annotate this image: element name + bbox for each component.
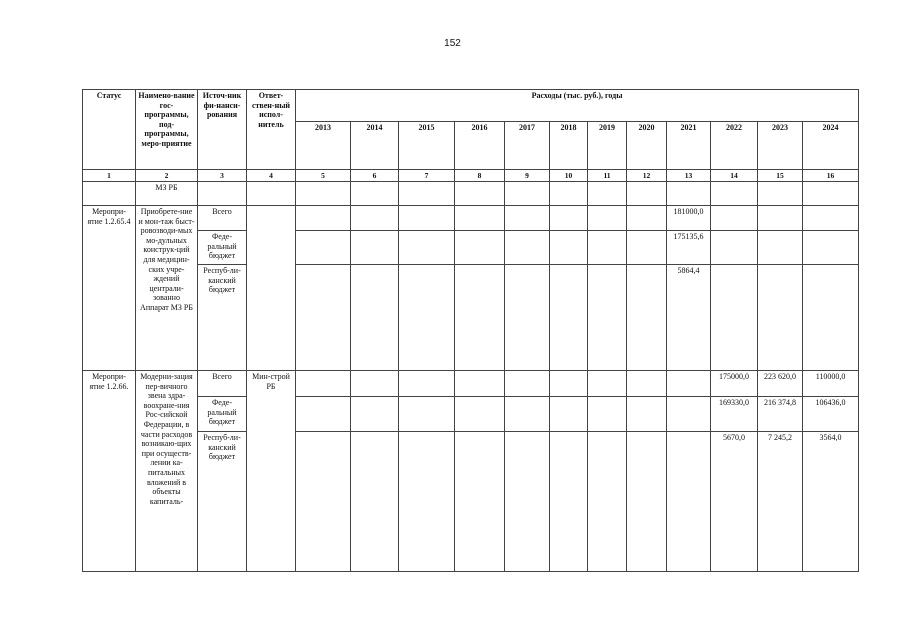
value-cell: [399, 371, 455, 397]
value-cell: [711, 231, 758, 265]
value-cell: 216 374,8: [758, 397, 803, 432]
value-cell: [588, 397, 627, 432]
value-cell: [351, 206, 399, 231]
column-number: 6: [351, 170, 399, 182]
value-cell: [505, 397, 550, 432]
table-row: [83, 397, 859, 432]
value-cell: [627, 231, 667, 265]
value-cell: [455, 206, 505, 231]
value-cell: [711, 265, 758, 371]
table-row: [83, 265, 859, 371]
header-year: 2013: [296, 122, 351, 170]
value-cell: [550, 371, 588, 397]
value-cell: [505, 231, 550, 265]
source-cell: Респуб-ли-канский бюджет: [198, 265, 247, 371]
table-row: [83, 371, 859, 397]
value-cell: 181000,0: [667, 206, 711, 231]
value-cell: [627, 206, 667, 231]
value-cell: 3564,0: [803, 432, 859, 572]
value-cell: [550, 432, 588, 572]
header-year: 2019: [588, 122, 627, 170]
value-cell: 5670,0: [711, 432, 758, 572]
page-number: 152: [444, 38, 461, 49]
value-cell: [803, 206, 859, 231]
column-number: 4: [247, 170, 296, 182]
header-status: Статус: [83, 90, 136, 170]
value-cell: 169330,0: [711, 397, 758, 432]
column-number: 7: [399, 170, 455, 182]
value-cell: [399, 432, 455, 572]
source-cell: Всего: [198, 206, 247, 231]
column-number: 14: [711, 170, 758, 182]
header-year: 2022: [711, 122, 758, 170]
value-cell: [455, 432, 505, 572]
value-cell: [627, 371, 667, 397]
header-executor: Ответ-ствен-ный испол-нитель: [247, 90, 296, 170]
table-body: [83, 182, 859, 572]
value-cell: [296, 265, 351, 371]
value-cell: [711, 206, 758, 231]
value-cell: [399, 231, 455, 265]
column-number: 13: [667, 170, 711, 182]
value-cell: [351, 265, 399, 371]
continuation-status-cell: [83, 182, 136, 206]
column-number: 16: [803, 170, 859, 182]
executor-cell: [247, 206, 296, 371]
value-cell: [550, 206, 588, 231]
header-year: 2017: [505, 122, 550, 170]
expenses-table: [82, 89, 859, 572]
value-cell: 110000,0: [803, 371, 859, 397]
column-number: 5: [296, 170, 351, 182]
header-year: 2014: [351, 122, 399, 170]
event-status-cell: Меропри-ятие 1.2.65.4: [83, 206, 136, 371]
source-cell: Феде-ральный бюджет: [198, 231, 247, 265]
value-cell: [758, 231, 803, 265]
value-cell: [627, 265, 667, 371]
header-year: 2021: [667, 122, 711, 170]
column-number-row: [83, 170, 859, 182]
column-number: 1: [83, 170, 136, 182]
value-cell: [667, 432, 711, 572]
column-number: 15: [758, 170, 803, 182]
continuation-executor-cell: [247, 182, 296, 206]
value-cell: [588, 206, 627, 231]
continuation-row: [83, 182, 859, 206]
table-header: [83, 90, 859, 182]
header-year: 2016: [455, 122, 505, 170]
table-row: [83, 432, 859, 572]
value-cell: 175135,6: [667, 231, 711, 265]
value-cell: [455, 231, 505, 265]
event-status-cell: Меропри-ятие 1.2.66.: [83, 371, 136, 572]
executor-cell: Мин-строй РБ: [247, 371, 296, 572]
value-cell: [399, 206, 455, 231]
column-number: 10: [550, 170, 588, 182]
value-cell: [399, 265, 455, 371]
value-cell: [399, 397, 455, 432]
value-cell: [758, 265, 803, 371]
column-number: 12: [627, 170, 667, 182]
value-cell: [505, 206, 550, 231]
value-cell: 5864,4: [667, 265, 711, 371]
value-cell: [296, 432, 351, 572]
value-cell: [803, 231, 859, 265]
header-year: 2015: [399, 122, 455, 170]
header-year: 2023: [758, 122, 803, 170]
value-cell: 106436,0: [803, 397, 859, 432]
continuation-name-cell: МЗ РБ: [136, 182, 198, 206]
value-cell: [455, 371, 505, 397]
source-cell: Феде-ральный бюджет: [198, 397, 247, 432]
value-cell: [550, 397, 588, 432]
column-number: 11: [588, 170, 627, 182]
value-cell: [667, 397, 711, 432]
value-cell: [758, 206, 803, 231]
column-number: 8: [455, 170, 505, 182]
header-name: Наимено-вание гос-программы, под-программы, меро-приятие: [136, 90, 198, 170]
header-year: 2018: [550, 122, 588, 170]
value-cell: 175000,0: [711, 371, 758, 397]
value-cell: [505, 371, 550, 397]
value-cell: 7 245,2: [758, 432, 803, 572]
value-cell: [667, 371, 711, 397]
value-cell: [351, 371, 399, 397]
value-cell: [550, 265, 588, 371]
value-cell: [351, 397, 399, 432]
table-row: [83, 231, 859, 265]
value-cell: [296, 206, 351, 231]
header-expenses: Расходы (тыс. руб.), годы: [296, 90, 859, 122]
value-cell: [505, 432, 550, 572]
source-cell: Всего: [198, 371, 247, 397]
value-cell: [803, 265, 859, 371]
value-cell: [588, 231, 627, 265]
column-number: 9: [505, 170, 550, 182]
value-cell: [296, 371, 351, 397]
column-number: 3: [198, 170, 247, 182]
value-cell: [455, 265, 505, 371]
value-cell: [627, 432, 667, 572]
value-cell: [455, 397, 505, 432]
value-cell: [588, 265, 627, 371]
value-cell: [588, 371, 627, 397]
value-cell: [296, 231, 351, 265]
value-cell: 223 620,0: [758, 371, 803, 397]
value-cell: [627, 397, 667, 432]
source-cell: Респуб-ли-канский бюджет: [198, 432, 247, 572]
value-cell: [296, 397, 351, 432]
header-source: Источ-ник фи-нанси-рования: [198, 90, 247, 170]
value-cell: [588, 432, 627, 572]
continuation-source-cell: [198, 182, 247, 206]
header-year: 2024: [803, 122, 859, 170]
table-row: [83, 206, 859, 231]
value-cell: [351, 432, 399, 572]
value-cell: [505, 265, 550, 371]
header-year: 2020: [627, 122, 667, 170]
event-name-cell: Приобрете-ние и мон-таж быст-ровозводи-мых мо-дульных конструк-ций для медицин-ских учре-ждений централи-зованно Аппарат МЗ РБ: [136, 206, 198, 371]
value-cell: [351, 231, 399, 265]
event-name-cell: Модерни-зация пер-вичного звена здра-воохране-ния Рос-сийской Федерации, в части расходов возникаю-щих при осуществ-лении ка-питальных вложений в объекты капиталь-: [136, 371, 198, 572]
column-number: 2: [136, 170, 198, 182]
value-cell: [550, 231, 588, 265]
